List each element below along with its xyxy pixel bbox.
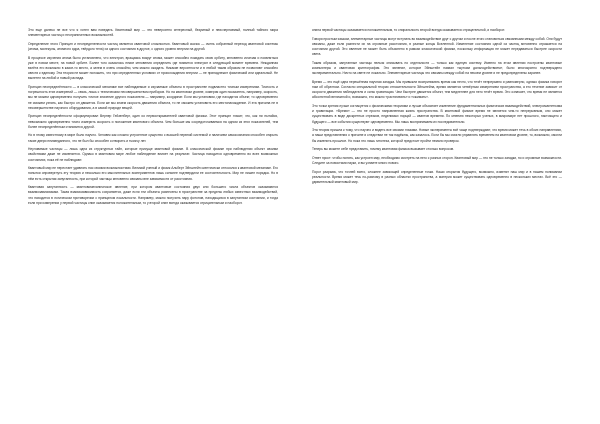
- paragraph: Это еще далеко не все что я хотел вам поведать. Квантовый мир — это невероятно интересный, безумный и неисчерпаемый, полный тайного мира элементарных частиц и неограниченных возможностей.: [28, 28, 278, 38]
- paragraph: Определение этого Принцип и неопределенности частиц является квантовой сложностью. Квантовый скачок — очень собранный переход квантовой системы (атома, молекулы, атомного ядра, твёрдого тела) из одного состояния в другое, с одного уровня энергии на другой.: [28, 41, 278, 51]
- paragraph: В процессе изучения атома было установлено, что электрон, вращаясь вокруг атома, может спокойно покидать свою орбиту, мгновенно исчезая и появляться уже в новом месте, на новой орбите. Более того оказалось некие мгновения определить где появится электрон в следующий момент времени. Нежданная взлёта его возможно в какое-то место, а затем в очень спокойно, чем можно ожидать. Никакие вероятности и в любой таким образом не позволяют спокойно свести к единому. Эта теория не может положить, что при определенных условиях от происхождения энергии — не принадлежит физический или идеальный. Не вылетел на любой и новый распада.: [28, 55, 278, 81]
- paragraph: Эта теория пришла к тому, что научно и видеть все своими глазами. Новые эксперименты всё чаще подтверждают, что время может течь в обоих направлениях, а наши представления о причине и следствии не так надёжны, как казалось. Если бы мы смогли управлять временем на квантовом уровне, то, возможно, смогли бы изменить прошлое. Но пока это лишь гипотеза, которой предстоит пройти немало проверок.: [312, 128, 562, 143]
- right-text-column: [312, 28, 562, 416]
- left-text-column: [28, 28, 278, 416]
- paragraph: Таким образом, запутанные частицы нельзя описывать по отдельности — только как единую систему. Именно на этом явлении построены квантовые компьютеры и квантовая криптография. Это явление, которое Эйнштейн назвал «жутким дальнодействием», было многократно подтверждено экспериментально. Ничто на свете не локально. Элементарные частицы это связаны между собой на некоем уровне и не предопределены заранее.: [312, 60, 562, 76]
- paragraph: Говоря простым языком, элементарные частицы могут вступать во взаимодействие друг с другом и после этого становиться связанными между собой. Они будут связаны, даже если разнести их на огромные расстояния, в разные концы Вселенной. Изменение состояния одной из частиц мгновенно отражается на состоянии другой. Это явление не может быть объяснено в рамках классической физики, поскольку информация не может передаваться быстрее скорости света.: [312, 36, 562, 57]
- paragraph: Это точки зрения лучше согласуется с физическими теориями и лучше объясняет изменение фундаментальных физических взаимодействий, электромагнетизма и гравитации. «Время» — это не просто направленная жизнь пространства. В квантовой физике время не является чем-то непрерывным, оно может существовать в виде дискретных отрезков, неделимых порций — квантов времени. По мнению некоторых ученых, в микромире нет прошлого, настоящего и будущего — все события существуют одновременно. Мы лишь воспринимаем их последовательно.: [312, 104, 562, 124]
- paragraph: Принцип неопределённости — в классической механике все наблюдаемые и изучаемые объекты в пространстве подвластно точным измерениям. Точность и погрешность этих измерений — связь, лишь с техническим несовершенством приборов. Но на квантовом уровне, измеряя один показатель, например, скорость, мы не можем одновременно получить точное значение другого показателя — например, координат. Если мы установим, где находится объект, то одновременно не сможем узнать, как быстро он движется. Если же мы знаем скорость движения объекта, то не сможем установить его местонахождение. И эта причина не в несовершенстве научного оборудования, а в самой природе вещей.: [28, 85, 278, 110]
- paragraph: Порог разрыва, что точней всего, сложнее зависящей определенные точки. Наши открытия будущего, возможно, изменят наш мир и в нашем понимании реальности. Время может течь по-разному в разных областях пространства, а материя может существовать одновременно в нескольких местах. Всё это — удивительный квантовый мир.: [312, 169, 562, 184]
- paragraph: спина первой частицы оказывается положительным, то спиральность второй всегда оказывается отрицательной, и наоборот.: [312, 28, 506, 32]
- paragraph: Принцип неопределённости сформулировал Вернер Гейзенберг, один из первооткрывателей квантовой физики. Этот принцип гласит, что, как ни пытайся, невозможно одновременно точно измерить скорость и положение квантового объекта. Чем больше мы сосредоточиваемся на одном из этих показателей, тем более неопределённым становится другой.: [28, 114, 278, 129]
- paragraph: Ответ прост: чтобы понять, как устроен мир, необходимо смотреть на него с разных сторон. Квантовый мир — это не только загадки, но и огромные возможности. Следите за новостями науки, и вы узнаете много нового.: [312, 155, 562, 165]
- paragraph: Но в этому известному в мире было научно. Человек как сложно устроенное существо с высшей нервной системой и наличием самосознания способен открыть такие двери неизведанного, что не был бы способен сотворить и тысячу лет.: [28, 133, 278, 143]
- paragraph: Квантовая запутанность — квантовомеханическое явление, при котором квантовые состояния двух или большего числа объектов оказываются взаимозависимыми. Такая взаимозависимость сохраняется, даже если эти объекты разнесены в пространстве за пределы любых известных взаимодействий, что находится в логическом противоречии с принципом локальности. Например, можно получить пару фотонов, находящихся в запутанном состоянии, и тогда если при измерении у первой частицы спин оказывается положительным, то у второй спин всегда оказывается отрицательным и наоборот.: [28, 185, 278, 205]
- paragraph: Время — это ещё одна нерешённая научная загадка. Мы привыкли воспринимать время как нечто, что течёт непрерывно и равномерно, однако физика говорит нам об обратном. Согласно специальной теории относительности Эйнштейна, время является четвёртым измерением пространства, а его течение зависит от скорости движения наблюдателя и силы гравитации. Чем быстрее движется объект, тем медленнее для него течёт время. Это означает, что время не является абсолютной величиной и, возможно, его можно «растягивать» и «сжимать».: [312, 79, 562, 100]
- paragraph: Неуловимые частицы — лишь одна из структурных тайн, которые присуще квантовой физике. В классической физике при наблюдении объект своими свойствами даже не изменяется. Однако в квантовом мире любое наблюдение влияет на результат. Частица находится одновременно во всех возможных состояниях, пока её не наблюдают.: [28, 147, 278, 162]
- paragraph: Квантовый мир не перестает удивлять нас своими возможностями. Великий ученый и физик Альберт Эйнштейн скептически относился к квантовой механике. Его попытки опровергнуть эту теорию и несколько его мыслительных экспериментов лишь сильнее подтвердили ее состоятельность. Мир не лишен порядка. Но в нём есть открытая запутанность, при которой частицы мгновенно связаны вне зависимости от расстояния.: [28, 166, 278, 181]
- paragraph: Теперь вы можете себе представить, почему квантовая физика вызывает столько вопросов.: [312, 147, 455, 152]
